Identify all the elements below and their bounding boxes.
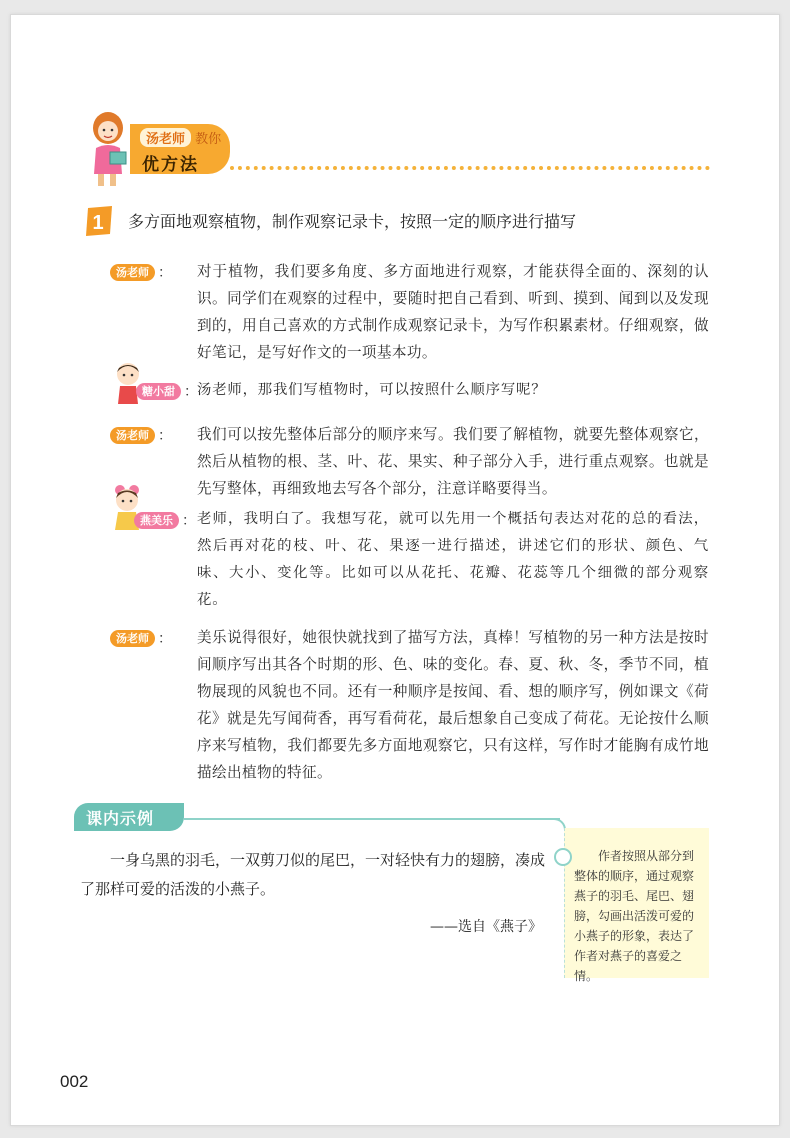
example-passage: [80, 846, 550, 904]
teacher-illustration: [86, 108, 134, 188]
speaker-colon: ：: [158, 631, 172, 647]
dialogue-text: 汤老师，那我们写植物时，可以按照什么顺序写呢？: [197, 382, 547, 398]
speaker-colon: ：: [184, 384, 198, 400]
speaker-tag: 燕美乐: [134, 512, 179, 529]
section-heading: 多方面地观察植物，制作观察记录卡，按照一定的顺序进行描写: [128, 212, 577, 231]
dialogue-text: 老师，我明白了。我想写花，就可以先用一个概括句表达对花的总的看法，然后再对花的枝、叶、花、果逐一进行描述，讲述它们的形状、颜色、气味、大小、变化等。比如可以从花托、花瓣、花蕊等几个细微的部分观察花。: [197, 511, 709, 608]
annotation-clip-icon: [554, 848, 572, 866]
page-number: 002: [60, 1072, 89, 1091]
example-frame-line: [184, 818, 560, 820]
banner-teaches-you: 教你: [195, 132, 222, 147]
speaker-label-teacher: [110, 262, 172, 282]
section-number: 1: [92, 212, 104, 234]
example-source: ——选自《燕子》: [430, 919, 542, 935]
section-number-badge: [82, 204, 116, 238]
speaker-tag: 汤老师: [110, 427, 155, 444]
dialogue-text: 对于植物，我们要多角度、多方面地进行观察，才能获得全面的、深刻的认识。同学们在观察的过程中，要随时把自己看到、听到、摸到、闻到以及发现到的，用自己喜欢的方式制作成观察记录卡，为写作积累素材。仔细观察，做好笔记，是写好作文的一项基本功。: [197, 263, 709, 361]
example-label: 课内示例: [86, 809, 155, 828]
banner-teacher-name: 汤老师: [140, 128, 191, 147]
annotation-text: 作者按照从部分到整体的顺序，通过观察燕子的羽毛、尾巴、翅膀，勾画出活泼可爱的小燕子的形象，表达了作者对燕子的喜爱之情。: [574, 849, 695, 983]
dialogue-text: 美乐说得很好，她很快就找到了描写方法，真棒！写植物的另一种方法是按时间顺序写出其各个时期的形、色、味的变化。春、夏、秋、冬，季节不同，植物展现的风貌也不同。还有一种顺序是按闻、看、想的顺序写，例如课文《荷花》就是先写闻荷香，再写看荷花，最后想象自己变成了荷花。无论按什么顺序来写植物，我们都要先多方面地观察它，只有这样，写作时才能胸有成竹地描绘出植物的特征。: [197, 629, 709, 781]
speaker-colon: ：: [158, 265, 172, 281]
banner-title: 优方法: [142, 155, 199, 175]
speaker-tag: 糖小甜: [136, 383, 181, 400]
speaker-label-girl: [134, 510, 196, 530]
example-passage-text: 一身乌黑的羽毛，一双剪刀似的尾巴，一对轻快有力的翅膀，凑成了那样可爱的活泼的小燕子。: [80, 851, 546, 898]
speaker-colon: ：: [182, 513, 196, 529]
speaker-tag: 汤老师: [110, 264, 155, 281]
speaker-colon: ：: [158, 428, 172, 444]
dialogue-text: 我们可以按先整体后部分的顺序来写。我们要了解植物，就要先整体观察它，然后从植物的根、茎、叶、花、果实、种子部分入手，进行重点观察。也就是先写整体，再细致地去写各个部分，注意详略要得当。: [197, 426, 709, 497]
speaker-label-teacher: [110, 628, 172, 648]
banner-subtitle: [140, 128, 221, 147]
speaker-label-teacher: [110, 425, 172, 445]
dotted-divider: [230, 166, 710, 170]
speaker-label-boy: [136, 381, 198, 401]
speaker-tag: 汤老师: [110, 630, 155, 647]
